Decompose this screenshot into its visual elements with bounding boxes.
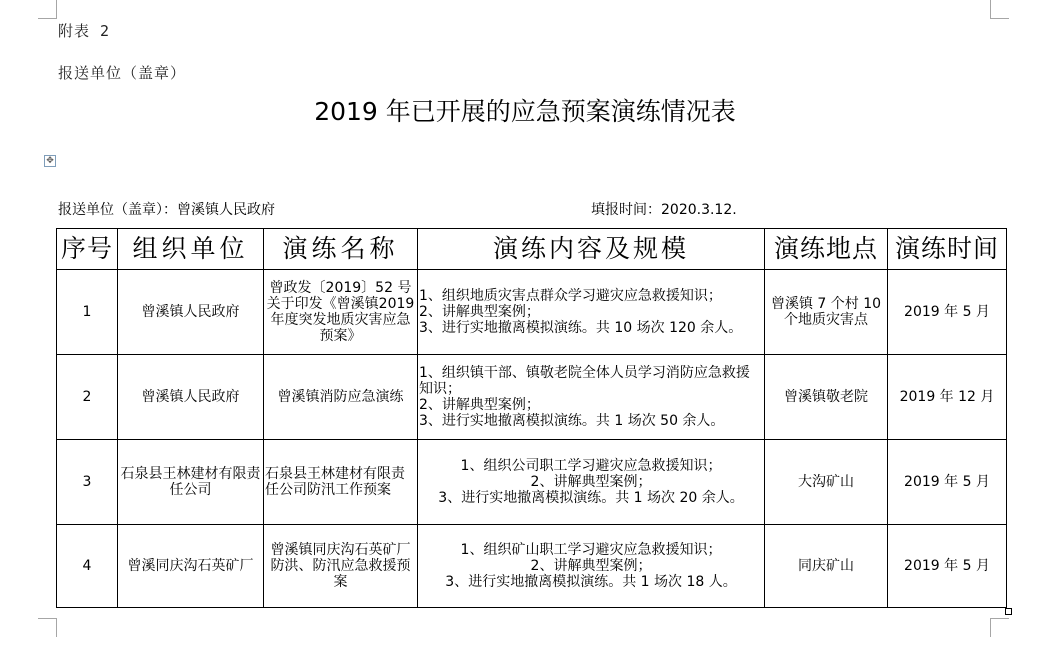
- cell-place: 曾溪镇敬老院: [765, 355, 888, 440]
- page-title: 2019 年已开展的应急预案演练情况表: [314, 97, 736, 126]
- header-cell: 演练时间: [888, 229, 1007, 270]
- content-line: 3、进行实地撤离模拟演练。共 1 场次 20 余人。: [438, 490, 744, 506]
- cell-time: 2019 年 5 月: [888, 525, 1007, 608]
- header-cell: 组织单位: [118, 229, 264, 270]
- submitting-unit-label: 报送单位（盖章）: [58, 64, 187, 82]
- cell-no: 2: [57, 355, 118, 440]
- header-cell: 演练内容及规模: [418, 229, 765, 270]
- content-line: 1、组织公司职工学习避灾应急救援知识；: [460, 458, 722, 474]
- content-line: 2、讲解典型案例；: [530, 558, 652, 574]
- table-header-row: [57, 229, 1007, 270]
- cell-time: 2019 年 12 月: [888, 355, 1007, 440]
- drill-table: [56, 228, 1007, 608]
- cell-content: [418, 355, 765, 440]
- cell-place: 同庆矿山: [765, 525, 888, 608]
- cell-name: 曾政发〔2019〕52 号关于印发《曾溪镇2019 年度突发地质灾害应急预案》: [264, 270, 418, 355]
- page-corner-mark: [990, 618, 1009, 637]
- cell-content: [418, 270, 765, 355]
- cell-org: 曾溪镇人民政府: [118, 270, 264, 355]
- cell-no: 4: [57, 525, 118, 608]
- table-row: [57, 525, 1007, 608]
- attachment-label: 附表 2: [58, 22, 111, 40]
- cell-org: 曾溪同庆沟石英矿厂: [118, 525, 264, 608]
- table-row: [57, 270, 1007, 355]
- cell-time: 2019 年 5 月: [888, 270, 1007, 355]
- cell-org: 曾溪镇人民政府: [118, 355, 264, 440]
- table-row: [57, 355, 1007, 440]
- cell-no: 1: [57, 270, 118, 355]
- fill-date: 填报时间：2020.3.12.: [591, 202, 737, 218]
- page-corner-mark: [990, 0, 1009, 19]
- content-line: 3、进行实地撤离模拟演练。共 10 场次 120 余人。: [419, 320, 743, 336]
- cell-place: 大沟矿山: [765, 440, 888, 525]
- cell-content: [418, 440, 765, 525]
- cell-org: 石泉县王林建材有限责任公司: [118, 440, 264, 525]
- content-line: 3、进行实地撤离模拟演练。共 1 场次 18 人。: [445, 574, 737, 590]
- content-line: 2、讲解典型案例；: [530, 474, 652, 490]
- content-line: 1、组织矿山职工学习避灾应急救援知识；: [460, 542, 722, 558]
- submitting-unit-line: 报送单位（盖章）：曾溪镇人民政府: [58, 202, 275, 218]
- table-resize-handle[interactable]: [1005, 608, 1012, 615]
- cell-name: 石泉县王林建材有限责任公司防汛工作预案: [264, 440, 418, 525]
- header-cell: 序号: [57, 229, 118, 270]
- cell-no: 3: [57, 440, 118, 525]
- content-line: 3、进行实地撤离模拟演练。共 1 场次 50 余人。: [419, 413, 725, 429]
- content-line: 2、讲解典型案例；: [419, 397, 540, 413]
- cell-name: 曾溪镇消防应急演练: [264, 355, 418, 440]
- cell-time: 2019 年 5 月: [888, 440, 1007, 525]
- cell-name: 曾溪镇同庆沟石英矿厂防洪、防汛应急救援预案: [264, 525, 418, 608]
- content-line: 1、组织镇干部、镇敬老院全体人员学习消防应急救援知识；: [419, 365, 750, 397]
- page-corner-mark: [38, 618, 57, 637]
- table-row: [57, 440, 1007, 525]
- content-line: 2、讲解典型案例；: [419, 304, 540, 320]
- page-corner-mark: [38, 0, 57, 19]
- cell-content: [418, 525, 765, 608]
- cell-place: 曾溪镇 7 个村 10 个地质灾害点: [765, 270, 888, 355]
- header-cell: 演练名称: [264, 229, 418, 270]
- header-cell: 演练地点: [765, 229, 888, 270]
- table-move-handle-icon[interactable]: ✥: [44, 155, 56, 167]
- content-line: 1、组织地质灾害点群众学习避灾应急救援知识；: [419, 288, 722, 304]
